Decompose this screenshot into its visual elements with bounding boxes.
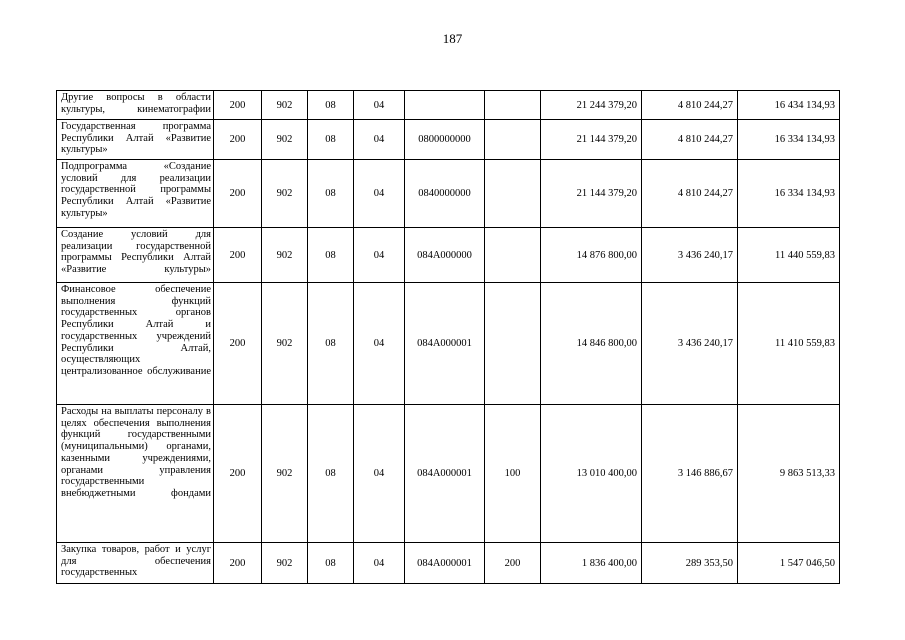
admin-code-cell: 200 (214, 160, 262, 228)
admin-code-cell: 200 (214, 120, 262, 160)
remaining-cell: 11 440 559,83 (738, 228, 840, 283)
expense-type-cell: 100 (485, 405, 541, 543)
admin-code-cell: 200 (214, 283, 262, 405)
ministry-code-cell: 902 (262, 228, 308, 283)
table-row (57, 120, 840, 160)
ministry-code-cell: 902 (262, 543, 308, 584)
amount-cell: 21 244 379,20 (541, 91, 642, 120)
table-row (57, 160, 840, 228)
target-code-cell: 0800000000 (405, 120, 485, 160)
admin-code-cell: 200 (214, 543, 262, 584)
row-name-cell: Другие вопросы в области культуры, кинематографии (57, 91, 214, 120)
amount-cell: 1 836 400,00 (541, 543, 642, 584)
section-code-cell: 08 (308, 91, 354, 120)
ministry-code-cell: 902 (262, 91, 308, 120)
table-row (57, 405, 840, 543)
remaining-cell: 11 410 559,83 (738, 283, 840, 405)
target-code-cell: 084A000001 (405, 405, 485, 543)
ministry-code-cell: 902 (262, 120, 308, 160)
target-code-cell: 084A000001 (405, 283, 485, 405)
page-number: 187 (442, 31, 463, 46)
section-code-cell: 08 (308, 120, 354, 160)
remaining-cell: 16 334 134,93 (738, 120, 840, 160)
subsection-code-cell: 04 (354, 543, 405, 584)
row-name-cell: Создание условий для реализации государственной программы Республики Алтай «Развитие культуры» (57, 228, 214, 283)
amount-cell: 13 010 400,00 (541, 405, 642, 543)
admin-code-cell: 200 (214, 91, 262, 120)
target-code-cell: 084A000001 (405, 543, 485, 584)
section-code-cell: 08 (308, 283, 354, 405)
row-name-cell: Расходы на выплаты персоналу в целях обеспечения выполнения функций государственными (муниципальными) органами, казенными учреждениями, органами управления государственными внебюджетными фондами (57, 405, 214, 543)
amount-cell: 14 876 800,00 (541, 228, 642, 283)
target-code-cell: 0840000000 (405, 160, 485, 228)
subsection-code-cell: 04 (354, 228, 405, 283)
row-name-cell: Закупка товаров, работ и услуг для обеспечения государственных (57, 543, 214, 584)
table-row (57, 283, 840, 405)
subsection-code-cell: 04 (354, 91, 405, 120)
table-row (57, 91, 840, 120)
remaining-cell: 16 434 134,93 (738, 91, 840, 120)
executed-cell: 4 810 244,27 (642, 120, 738, 160)
expense-type-cell (485, 91, 541, 120)
section-code-cell: 08 (308, 543, 354, 584)
amount-cell: 21 144 379,20 (541, 160, 642, 228)
subsection-code-cell: 04 (354, 283, 405, 405)
row-name-cell: Подпрограмма «Создание условий для реализации государственной программы Республики Алтай «Развитие культуры» (57, 160, 214, 228)
executed-cell: 4 810 244,27 (642, 91, 738, 120)
admin-code-cell: 200 (214, 405, 262, 543)
target-code-cell (405, 91, 485, 120)
section-code-cell: 08 (308, 228, 354, 283)
ministry-code-cell: 902 (262, 405, 308, 543)
section-code-cell: 08 (308, 405, 354, 543)
row-name-cell: Финансовое обеспечение выполнения функций государственных органов Республики Алтай и государственных учреждений Республики Алтай, осуществляющих централизованное обслуживание (57, 283, 214, 405)
section-code-cell: 08 (308, 160, 354, 228)
ministry-code-cell: 902 (262, 160, 308, 228)
budget-table-body (57, 91, 840, 584)
row-name-cell: Государственная программа Республики Алтай «Развитие культуры» (57, 120, 214, 160)
expense-type-cell (485, 228, 541, 283)
executed-cell: 3 436 240,17 (642, 228, 738, 283)
table-row (57, 543, 840, 584)
table-row (57, 228, 840, 283)
amount-cell: 14 846 800,00 (541, 283, 642, 405)
executed-cell: 289 353,50 (642, 543, 738, 584)
executed-cell: 3 436 240,17 (642, 283, 738, 405)
executed-cell: 4 810 244,27 (642, 160, 738, 228)
subsection-code-cell: 04 (354, 405, 405, 543)
executed-cell: 3 146 886,67 (642, 405, 738, 543)
subsection-code-cell: 04 (354, 160, 405, 228)
expense-type-cell (485, 120, 541, 160)
remaining-cell: 16 334 134,93 (738, 160, 840, 228)
expense-type-cell (485, 160, 541, 228)
expense-type-cell (485, 283, 541, 405)
expense-type-cell: 200 (485, 543, 541, 584)
remaining-cell: 9 863 513,33 (738, 405, 840, 543)
target-code-cell: 084A000000 (405, 228, 485, 283)
subsection-code-cell: 04 (354, 120, 405, 160)
amount-cell: 21 144 379,20 (541, 120, 642, 160)
ministry-code-cell: 902 (262, 283, 308, 405)
budget-table (56, 90, 840, 584)
remaining-cell: 1 547 046,50 (738, 543, 840, 584)
admin-code-cell: 200 (214, 228, 262, 283)
